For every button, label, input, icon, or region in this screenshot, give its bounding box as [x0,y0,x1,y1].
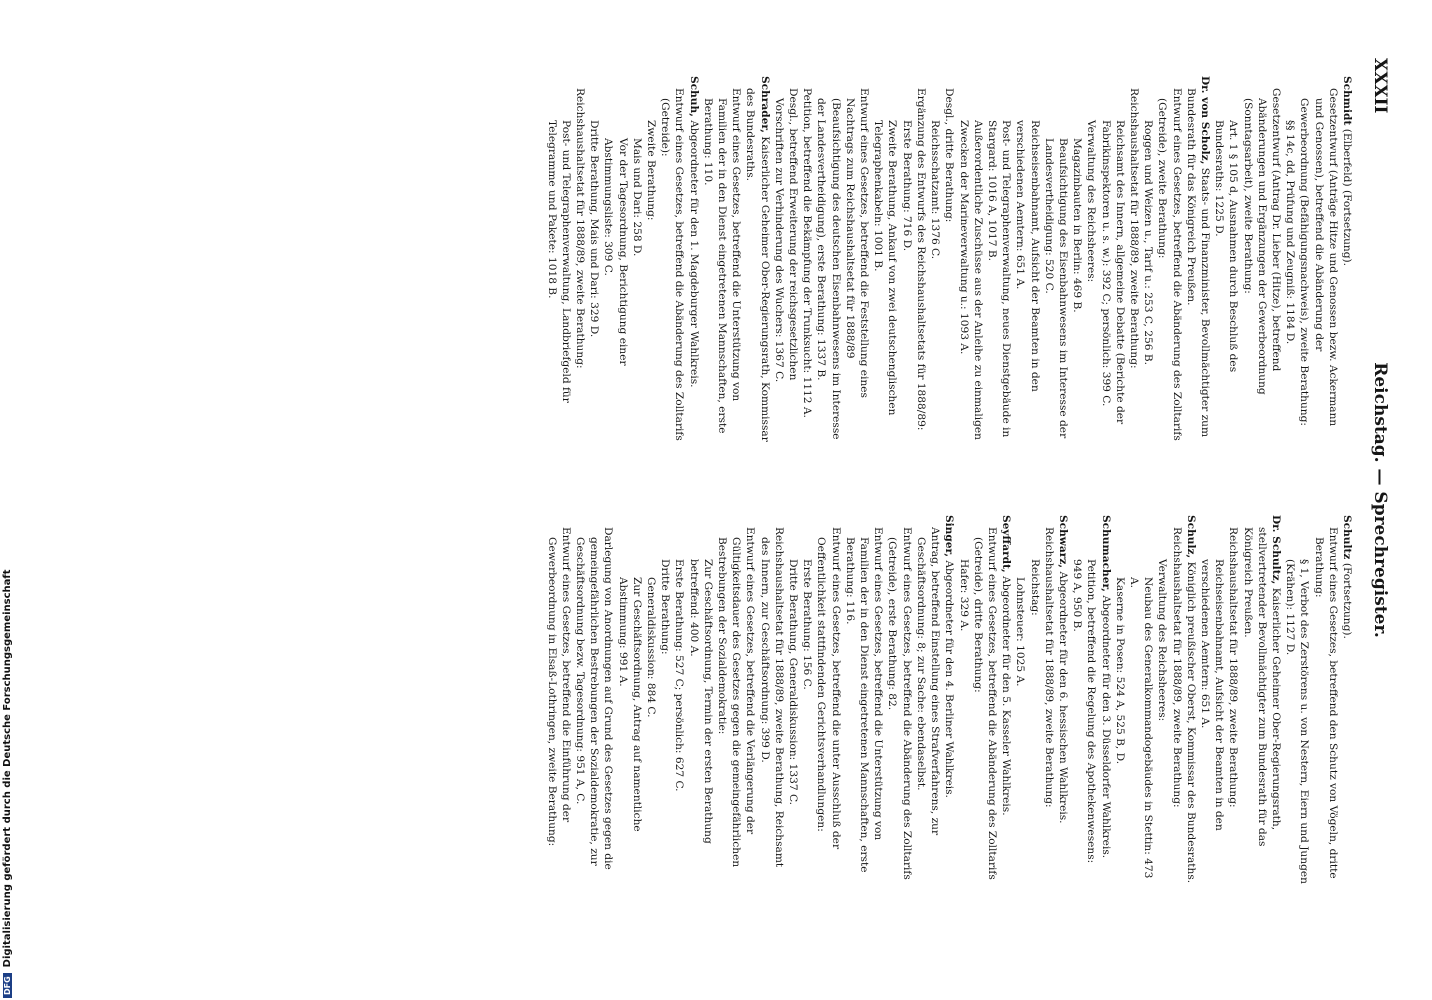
subentry: Reichshaushaltsetat für 1888/89, zweite Berathung, Reichsamt des Innern, zur Geschäftsordnung: 399 D. [758,527,785,868]
subentry: Reichshaushaltsetat für 1888/89, zweite Berathung: [574,88,587,369]
entry-name: Schulz, [1184,515,1197,559]
subentry-detail: Verwaltung des Reichsheeres: [1156,559,1169,722]
subentry-detail-deep: Beaufsichtigung des Eisenbahnwesens im Interesse der Landesvertheidigung: 520 C. [1042,138,1069,439]
register-entry [1184,515,1198,885]
subentry-detail-deep: Magazinbauten in Berlin: 469 B. [1071,138,1084,313]
entry-description: Abgeordneter für den 4. Berliner Wahlkreis. [943,560,956,798]
entry-name: Dr. von Scholz, [1198,76,1211,165]
entry-name: Schultz [1341,515,1353,560]
page-header [1350,0,1390,1000]
register-entry [999,515,1013,885]
right-column [54,515,1354,885]
subentry: Antrag, betreffend Einstellung eines Strafverfahrens, zur Geschäftsordnung: 8; zur Sache: ebendaselbst. [914,527,942,836]
subentry-detail: Hafer: 329 A. [957,559,970,632]
left-column [54,76,1354,446]
subentry: Entwurf eines Gesetzes, betreffend die Abänderung des Zolltarifs (Getreide), zweite Berathung: [1156,88,1183,441]
subentry-detail-deep: Zur Geschäftsordnung, Antrag auf namentliche Abstimmung: 991 A. [616,577,643,832]
subentry-detail: Verwaltung des Reichsheeres: [1085,120,1098,283]
entry-name: Dr. Schultz, [1269,515,1282,585]
subentry-detail-deep: Neubau des Generalkommandogebäudes in Stettin: 473 A. [1127,577,1155,879]
entry-description: Staats- und Finanzminister, Bevollmächtigter zum Bundesrath für das Königreich Preußen. [1184,88,1211,438]
subentry: Petition, betreffend die Bekämpfung der Trunksucht: 1112 A. [801,88,814,418]
subentry-detail-deep: Generaldiskussion: 884 C. [645,577,658,718]
subentry-detail: Erste Berathung: 716 D. [900,120,913,252]
register-entry [1240,515,1283,885]
subentry: Reichshaushaltsetat für 1888/89, zweite Berathung: [1170,527,1183,808]
subentry: Desgl., dritte Berathung: [943,88,956,223]
entry-name: Schwarz, [1056,515,1069,569]
subentry-detail: Post- und Telegraphenverwaltung, Landbriefgeld für Telegramme und Pakete: 1018 B. [545,120,572,403]
subentry-detail: Dritte Berathung, Generaldiskussion: 1337 C. [787,559,800,806]
subentry: Desgl., betreffend Erweiterung der reichsgesetzlichen Vorschriften zur Verhinderung des Wuchers: 1367 C. [772,88,800,383]
subentry-detail: Reichsschatzamt: 1376 C. [929,120,942,260]
subentry-detail: § 1, Verbot des Zerstörens u. von Nestern, Eiern und Jungen (Krähen): 1127 D. [1284,559,1311,884]
subentry-detail: Reichseisenbahnamt, Aufsicht der Beamten in den verschiedenen Aemtern: 651 A. [1014,120,1041,392]
entry-description: Königlich preußischer Oberst, Kommissar des Bundesraths. [1184,561,1197,884]
subentry: Entwurf eines Gesetzes, betreffend die Abänderung des Zolltarifs (Getreide): [659,88,686,441]
register-entry [1340,515,1354,885]
subentry-detail: Roggen und Weizen u., Tarif u.: 253 C, 256 B. [1142,120,1155,366]
subentry-detail: Zweite Berathung: [645,120,658,221]
entry-name: Schrader, [758,76,771,133]
digitization-footer [0,0,18,1000]
subentry-detail: Post- und Telegraphenverwaltung, neues Dienstgebäude in Stargard: 1016 A, 1017 B. [985,120,1013,438]
entry-description: Kaiserlicher Geheimer Ober-Regierungsrath, stellvertretender Bevollmächtigter zum Bundesrath für das Königreich Preußen. [1241,527,1282,847]
subentry-detail: Petition, betreffend die Regelung des Apothekenwesens: 949 A, 950 B. [1071,559,1098,864]
entry-name: Schumacher, [1099,515,1112,592]
subentry-detail: Reichstag: [1028,559,1041,616]
subentry: Entwurf eines Gesetzes, betreffend die Feststellung eines Nachtrags zum Reichshaushaltsetat für 1888/89 (Beaufsichtigung des deutschen Eisenbahnwesens im Interesse der Landesvertheidigung), erste Berathung: 1337 B. [815,88,871,440]
subentry: Entwurf eines Gesetzes, betreffend die Abänderung des Zolltarifs (Getreide), erste Berathung: 82. [886,527,913,880]
register-entry [942,515,956,885]
entry-description: (Fortsetzung). [1341,562,1353,639]
subentry: Entwurf eines Gesetzes, betreffend die Abänderung des Zolltarifs (Getreide), dritte Berathung: [971,527,998,880]
subentry: Reichshaushaltsetat für 1888/89, zweite Berathung: [1227,527,1240,808]
subentry: Entwurf eines Gesetzes, betreffend den Schutz von Vögeln, dritte Berathung: [1312,527,1339,879]
running-title: Reichstag. — Sprechregister. [1370,362,1390,638]
subentry: Entwurf eines Gesetzes, betreffend die Verlängerung der Gültigkeitsdauer des Gesetzes gegen die gemeingefährlichen Bestrebungen der Sozialdemokratie: [716,527,757,868]
footer-text-line [2,0,16,998]
subentry: Gesetzentwurf (Antrag Dr. Lieber (Hitze), betreffend Abänderungen und Ergänzungen der Gewerbeordnung (Sonntagsarbeit), zweite Berathung: [1241,88,1282,395]
entry-name: Schuh, [687,76,700,117]
entry-name: Seyffardt, [1000,515,1013,573]
entry-name: Schmidt [1341,76,1353,126]
subentry-detail: Reichsamt des Innern, allgemeine Debatte (Berichte der Fabrikinspektoren u. s. w.): 392 C; persönlich: 399 C. [1099,120,1126,425]
subentry: Entwurf eines Gesetzes, betreffend die Einführung der Gewerbeordnung in Elsaß-Lothringen, zweite Berathung: [545,527,572,847]
subentry-detail: Dritte Berathung: [659,559,672,655]
subentry: Gesetzentwurf (Anträge Hitze und Genossen bezw. Ackermann und Genossen), betreffend die Abänderung der Gewerbeordnung (Befähigungsnachweis), zweite Berathung: [1298,88,1339,427]
subentry-detail: Zweite Berathung, Ankauf von zwei deutschenglischen Telegraphenkabeln: 1001 B. [872,120,899,416]
register-entry [1184,76,1212,446]
entry-description: Abgeordneter für den 5. Kasseler Wahlkreis. [1000,576,1013,816]
subentry-detail-deep: Mais und Dari: 258 D. [630,138,643,257]
subentry-detail: Art. 1 § 105 d, Ausnahmen durch Beschluß des Bundesraths: 1225 D. [1213,120,1240,373]
subentry-detail: Reichseisenbahnamt, Aufsicht der Beamten in den verschiedenen Aemtern: 651 A. [1198,559,1226,831]
entry-description: Abgeordneter für den 6. hessischen Wahlkreis. [1056,571,1069,824]
footer-credit: Digitalisierung gefördert durch die Deutsche Forschungsgemeinschaft [2,569,13,968]
subentry-detail: Zur Geschäftsordnung, Termin der ersten Berathung betreffend: 400 A. [687,559,714,844]
subentry: Darlegung von Anordnungen auf Grund des Gesetzes gegen die gemeingefährlichen Bestrebungen der Sozialdemokratie, zur Geschäftsordnung bezw. Tagesordnung: 951 A, C. [574,527,615,870]
entry-description: Kaiserlicher Geheimer Ober-Regierungsrath, Kommissar des Bundesraths. [744,88,771,442]
entry-description: (Elberfeld) (Fortsetzung). [1341,128,1353,267]
subentry-detail-deep: Vor der Tagesordnung, Berichtigung einer Abstimmungsliste: 309 C. [602,138,629,366]
register-entry [1340,76,1354,446]
subentry-detail: Erste Berathung: 527 C; persönlich: 627 C. [673,559,686,792]
subentry: Entwurf eines Gesetzes, betreffend die unter Ausschluß der Oeffentlichkeit stattfindenden Gerichtsverhandlungen: [815,527,842,850]
entry-name: Singer, [943,515,956,558]
register-entry [1098,515,1112,885]
subentry: Ergänzung des Entwurfs des Reichshaushaltsetats für 1888/89: [914,88,927,431]
entry-description: Abgeordneter für den 1. Magdeburger Wahlkreis. [687,120,700,388]
subentry: Reichshaushaltsetat für 1888/89, zweite Berathung: [1127,88,1140,369]
subentry-detail: Dritte Berathung, Mais und Dari: 329 D. [588,120,601,338]
register-entry [743,76,771,446]
register-entry [1056,515,1070,885]
subentry-detail: Außerordentliche Zuschüsse aus der Anleihe zu einmaligen Zwecken der Marineverwaltung u.: 1093 A. [957,120,984,441]
page-number: XXXII [1370,58,1390,114]
subentry-detail: §§ 14c, dd, Prüfung und Zeugniß: 1184 D. [1284,120,1297,345]
subentry: Reichshaushaltsetat für 1888/89, zweite Berathung: [1042,527,1055,808]
subentry: Entwurf eines Gesetzes, betreffend die Unterstützung von Familien der in den Dienst eingetretenen Mannschaften, erste Berathung: 116. [843,527,885,873]
subentry-detail-deep: Kaserne in Posen: 524 A, 525 B, D. [1113,577,1126,765]
dfg-logo: DFG [3,973,12,998]
subentry: Entwurf eines Gesetzes, betreffend die Unterstützung von Familien der in den Dienst eingetretenen Mannschaften, erste Berathung: 110. [701,88,743,434]
subentry-detail: Erste Berathung: 156 C. [801,559,814,690]
entry-description: Abgeordneter für den 3. Düsseldorfer Wahlkreis. [1099,595,1112,859]
register-entry [686,76,700,446]
subentry-detail-deep: Lohnsteuer: 1025 A. [1014,577,1027,687]
